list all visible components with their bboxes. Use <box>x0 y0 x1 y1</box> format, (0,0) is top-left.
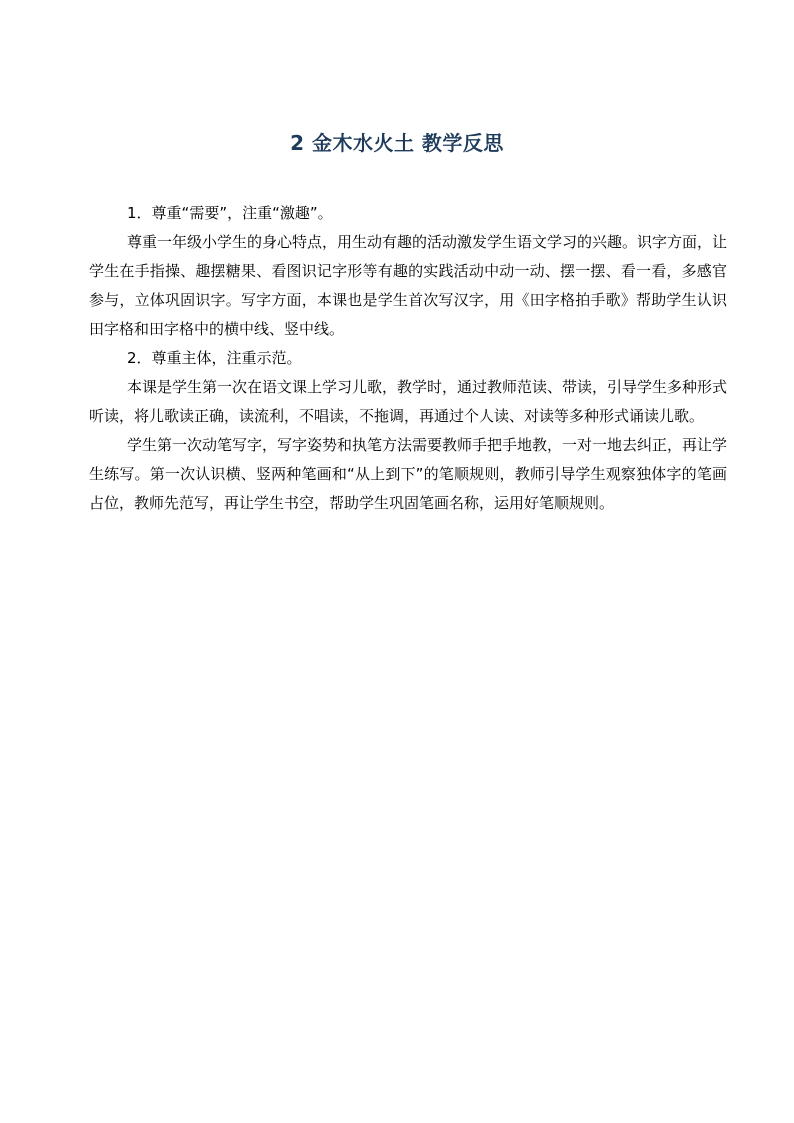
paragraph: 本课是学生第一次在语文课上学习儿歌，教学时，通过教师范读、带读，引导学生多种形式听读，将儿歌读正确，读流利，不唱读，不拖调，再通过个人读、对读等多种形式诵读儿歌。 <box>89 378 728 425</box>
section-heading: 2．尊重主体，注重示范。 <box>127 349 302 367</box>
paragraph: 学生第一次动笔写字，写字姿势和执笔方法需要教师手把手地教，一对一地去纠正，再让学生练写。第一次认识横、竖两种笔画和“从上到下”的笔顺规则，教师引导学生观察独体字的笔画占位，教师先范写，再让学生书空，帮助学生巩固笔画名称，运用好笔顺规则。 <box>89 436 728 512</box>
document-body <box>89 199 727 518</box>
section-heading: 1．尊重“需要”，注重“激趣”。 <box>127 204 333 222</box>
document-title: 2 金木水火土 教学反思 <box>290 131 504 155</box>
paragraph: 尊重一年级小学生的身心特点，用生动有趣的活动激发学生语文学习的兴趣。识字方面，让学生在手指操、趣摆糖果、看图识记字形等有趣的实践活动中动一动、摆一摆、看一看，多感官参与，立体巩固识字。写字方面，本课也是学生首次写汉字，用《田字格拍手歌》帮助学生认识田字格和田字格中的横中线、竖中线。 <box>89 233 728 338</box>
